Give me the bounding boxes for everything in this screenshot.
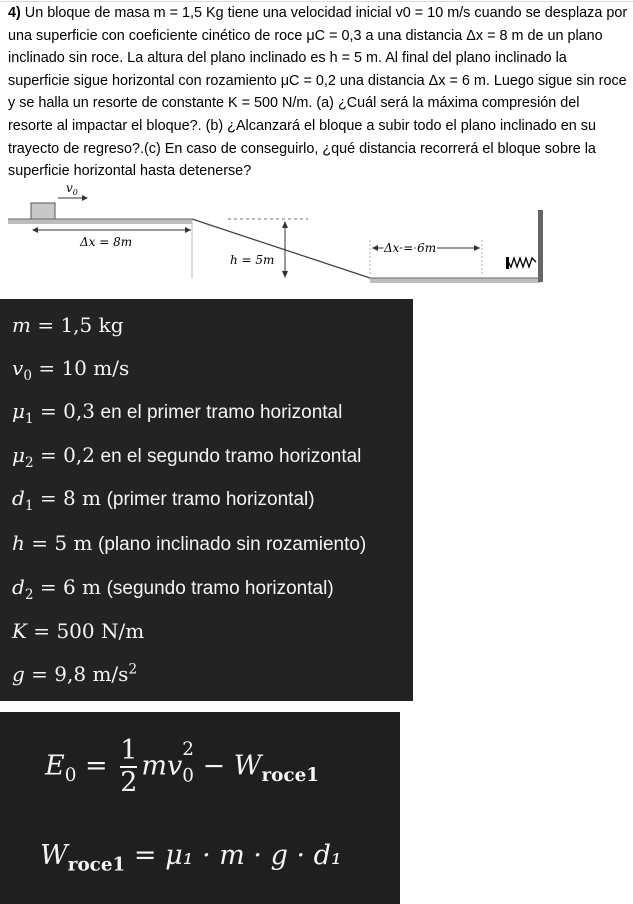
friction-work-equation: $W_{roce1} = \mu_1 \cdot m \cdot g \cdot d_1$ — [40, 840, 342, 876]
dx2-label: Δx = 6m — [384, 241, 437, 255]
given-mass: m = 1,5 kg — [12, 313, 124, 337]
given-mu2: $\mu_2 = 0,2$ en el segundo tramo horizontal — [12, 443, 362, 471]
problem-number: 4) — [8, 5, 21, 21]
v0-label: $v_0$ — [66, 181, 78, 197]
one-half-fraction: $\frac{1}{2}$ — [120, 735, 138, 798]
given-velocity: $v_0 = 10$ m/s — [12, 356, 130, 384]
given-spring-constant: K = 500 N/m — [12, 619, 145, 643]
equations-panel — [0, 712, 400, 904]
energy-equation: $E_0$ = $\frac{1}{2}$ mv 2 $_0 - W_{roce1}$ — [45, 735, 320, 798]
block — [31, 203, 55, 219]
given-data-panel — [0, 299, 413, 701]
upper-surface — [8, 219, 192, 224]
dx1-label: Δx = 8m — [80, 235, 133, 249]
given-height: h = 5 m (plano inclinado sin rozamiento) — [12, 531, 367, 555]
incline-diagram — [8, 178, 548, 288]
given-mu1: $\mu_1 = 0,3$ en el primer tramo horizontal — [12, 399, 343, 427]
problem-statement — [8, 2, 628, 183]
height-label: h = 5m — [230, 253, 275, 267]
spring-plate — [506, 257, 509, 269]
given-d2: $d_2 = 6$ m (segundo tramo horizontal) — [12, 575, 334, 603]
given-d1: $d_1 = 8$ m (primer tramo horizontal) — [12, 486, 315, 514]
wall — [538, 210, 543, 282]
lower-surface — [370, 278, 540, 283]
given-gravity: g = 9,8 $m/s^2$ — [12, 661, 138, 686]
incline-plane — [192, 219, 370, 278]
problem-text: Un bloque de masa m = 1,5 Kg tiene una velocidad inicial v0 = 10 m/s cuando se desplaza por una superficie con coeficiente cinético de roce μC = 0,3 a una distancia Δx = 8 m de un plano inclinado sin roce. La altura del plano inclinado es h = 5 m. Al final del plano inclinado la superficie sigue horizontal con rozamiento μC = 0,2 una distancia Δx = 6 m. Luego sigue sin roce y se halla un resorte de constante K = 500 N/m. (a) ¿Cuál será la máxima compresión del resorte al impactar el bloque?. (b) ¿Alcanzará el bloque a subir todo el plano inclinado en su trayecto de regreso?.(c) En caso de conseguirlo, ¿qué distancia recorrerá el bloque sobre la superficie horizontal hasta detenerse? — [8, 5, 628, 180]
